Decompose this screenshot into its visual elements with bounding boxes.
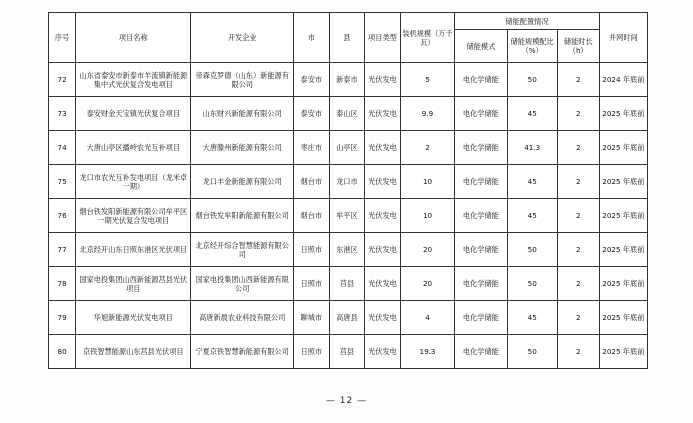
table-row [49,233,648,267]
cell-capacity: 9.9 [400,97,454,131]
cell-city: 日照市 [294,233,330,267]
cell-capacity: 2 [400,131,454,165]
cell-storage-mode: 电化学储能 [455,199,507,233]
cell-developer: 大唐滕州新能源有限公司 [191,131,294,165]
page-number-footer: — 12 — [325,396,368,406]
cell-storage-ratio: 41.3 [507,131,557,165]
cell-project-type: 光伏发电 [365,63,401,97]
header-grid-time: 并网时间 [599,13,647,63]
cell-grid-time: 2025 年底前 [599,199,647,233]
cell-storage-duration: 2 [557,131,599,165]
table-row [49,301,648,335]
cell-county: 东港区 [329,233,365,267]
cell-storage-mode: 电化学储能 [455,301,507,335]
cell-developer: 山东财兴新能源有限公司 [191,97,294,131]
cell-no: 78 [49,267,76,301]
header-project-type: 项目类型 [365,13,401,63]
cell-project-type: 光伏发电 [365,199,401,233]
table-body [49,63,648,369]
cell-county: 高唐县 [329,301,365,335]
table-head [49,13,648,63]
cell-no: 75 [49,165,76,199]
cell-city: 泰安市 [294,97,330,131]
cell-storage-mode: 电化学储能 [455,233,507,267]
cell-project-name: 华旭新能源光伏发电项目 [76,301,191,335]
cell-storage-duration: 2 [557,233,599,267]
cell-no: 72 [49,63,76,97]
cell-storage-ratio: 45 [507,165,557,199]
cell-storage-duration: 2 [557,335,599,369]
project-table [48,12,648,369]
table-row [49,267,648,301]
cell-grid-time: 2025 年底前 [599,335,647,369]
cell-county: 泰山区 [329,97,365,131]
cell-project-type: 光伏发电 [365,131,401,165]
cell-no: 77 [49,233,76,267]
cell-no: 76 [49,199,76,233]
header-storage-mode: 储能模式 [455,30,507,63]
cell-storage-duration: 2 [557,301,599,335]
cell-project-name: 国家电投集团山西新能源莒县光伏项目 [76,267,191,301]
cell-storage-ratio: 45 [507,97,557,131]
table-row [49,335,648,369]
project-table-container [48,12,648,369]
cell-capacity: 5 [400,63,454,97]
cell-project-type: 光伏发电 [365,233,401,267]
cell-county: 龙口市 [329,165,365,199]
cell-project-type: 光伏发电 [365,335,401,369]
cell-capacity: 20 [400,233,454,267]
header-no: 序号 [49,13,76,63]
cell-grid-time: 2025 年底前 [599,233,647,267]
cell-developer: 烟台铁发牟阳新能源有限公司 [191,199,294,233]
cell-storage-mode: 电化学储能 [455,97,507,131]
cell-project-type: 光伏发电 [365,97,401,131]
cell-grid-time: 2024 年底前 [599,63,647,97]
cell-county: 新泰市 [329,63,365,97]
header-capacity: 装机规模（万千瓦） [400,13,454,63]
cell-capacity: 10 [400,165,454,199]
cell-project-name: 北京经开山东日照东港区光伏项目 [76,233,191,267]
cell-project-name: 龙口市农光互补发电项目（龙米卓一期） [76,165,191,199]
cell-city: 日照市 [294,335,330,369]
cell-storage-ratio: 50 [507,335,557,369]
cell-project-type: 光伏发电 [365,267,401,301]
cell-city: 烟台市 [294,199,330,233]
cell-storage-duration: 2 [557,97,599,131]
cell-storage-ratio: 50 [507,233,557,267]
cell-city: 聊城市 [294,301,330,335]
cell-storage-duration: 2 [557,165,599,199]
cell-grid-time: 2025 年底前 [599,301,647,335]
table-row [49,63,648,97]
table-row [49,131,648,165]
cell-city: 枣庄市 [294,131,330,165]
cell-county: 莒县 [329,335,365,369]
cell-city: 泰安市 [294,63,330,97]
table-row [49,165,648,199]
cell-storage-ratio: 50 [507,267,557,301]
cell-developer: 龙口丰金新能源有限公司 [191,165,294,199]
cell-storage-mode: 电化学储能 [455,63,507,97]
cell-storage-duration: 2 [557,267,599,301]
header-storage-duration: 储能时长（h） [557,30,599,63]
cell-capacity: 20 [400,267,454,301]
cell-project-type: 光伏发电 [365,301,401,335]
header-county: 县 [329,13,365,63]
header-storage-group: 储能配置情况 [455,13,599,30]
cell-storage-duration: 2 [557,63,599,97]
cell-storage-ratio: 45 [507,199,557,233]
cell-project-type: 光伏发电 [365,165,401,199]
cell-city: 日照市 [294,267,330,301]
header-developer: 开发企业 [191,13,294,63]
cell-county: 莒县 [329,267,365,301]
table-row [49,199,648,233]
table-header-row-1 [49,13,648,30]
cell-no: 80 [49,335,76,369]
cell-storage-ratio: 50 [507,63,557,97]
table-row [49,97,648,131]
cell-project-name: 京铁智慧能源山东莒县光伏项目 [76,335,191,369]
cell-storage-mode: 电化学储能 [455,267,507,301]
header-project-name: 项目名称 [76,13,191,63]
cell-capacity: 19.3 [400,335,454,369]
cell-no: 74 [49,131,76,165]
cell-no: 73 [49,97,76,131]
cell-county: 山亭区 [329,131,365,165]
cell-grid-time: 2025 年底前 [599,165,647,199]
cell-developer: 高唐新晨农业科技有限公司 [191,301,294,335]
cell-developer: 国家电投集团山西新能源有限公司 [191,267,294,301]
cell-developer: 宁夏京铁智慧新能源有限公司 [191,335,294,369]
cell-city: 烟台市 [294,165,330,199]
cell-project-name: 烟台铁发阳新能源有限公司牟平区一期光伏复合发电项目 [76,199,191,233]
cell-project-name: 大唐山亭区播岭农光互补项目 [76,131,191,165]
cell-county: 牟平区 [329,199,365,233]
cell-developer: 帝森克罗德（山东）新能源有限公司 [191,63,294,97]
header-city: 市 [294,13,330,63]
cell-no: 79 [49,301,76,335]
cell-project-name: 山东省泰安市新泰市羊流镇新能源集中式光伏复合发电项目 [76,63,191,97]
cell-grid-time: 2025 年底前 [599,97,647,131]
cell-grid-time: 2025 年底前 [599,131,647,165]
cell-grid-time: 2025 年底前 [599,267,647,301]
cell-capacity: 10 [400,199,454,233]
cell-storage-mode: 电化学储能 [455,335,507,369]
cell-storage-mode: 电化学储能 [455,165,507,199]
header-storage-ratio: 储能规模配比（%） [507,30,557,63]
cell-storage-ratio: 45 [507,301,557,335]
cell-capacity: 4 [400,301,454,335]
cell-project-name: 泰安财金天宝镇光伏复合项目 [76,97,191,131]
cell-storage-duration: 2 [557,199,599,233]
cell-storage-mode: 电化学储能 [455,131,507,165]
cell-developer: 北京经开综合智慧能源有限公司 [191,233,294,267]
